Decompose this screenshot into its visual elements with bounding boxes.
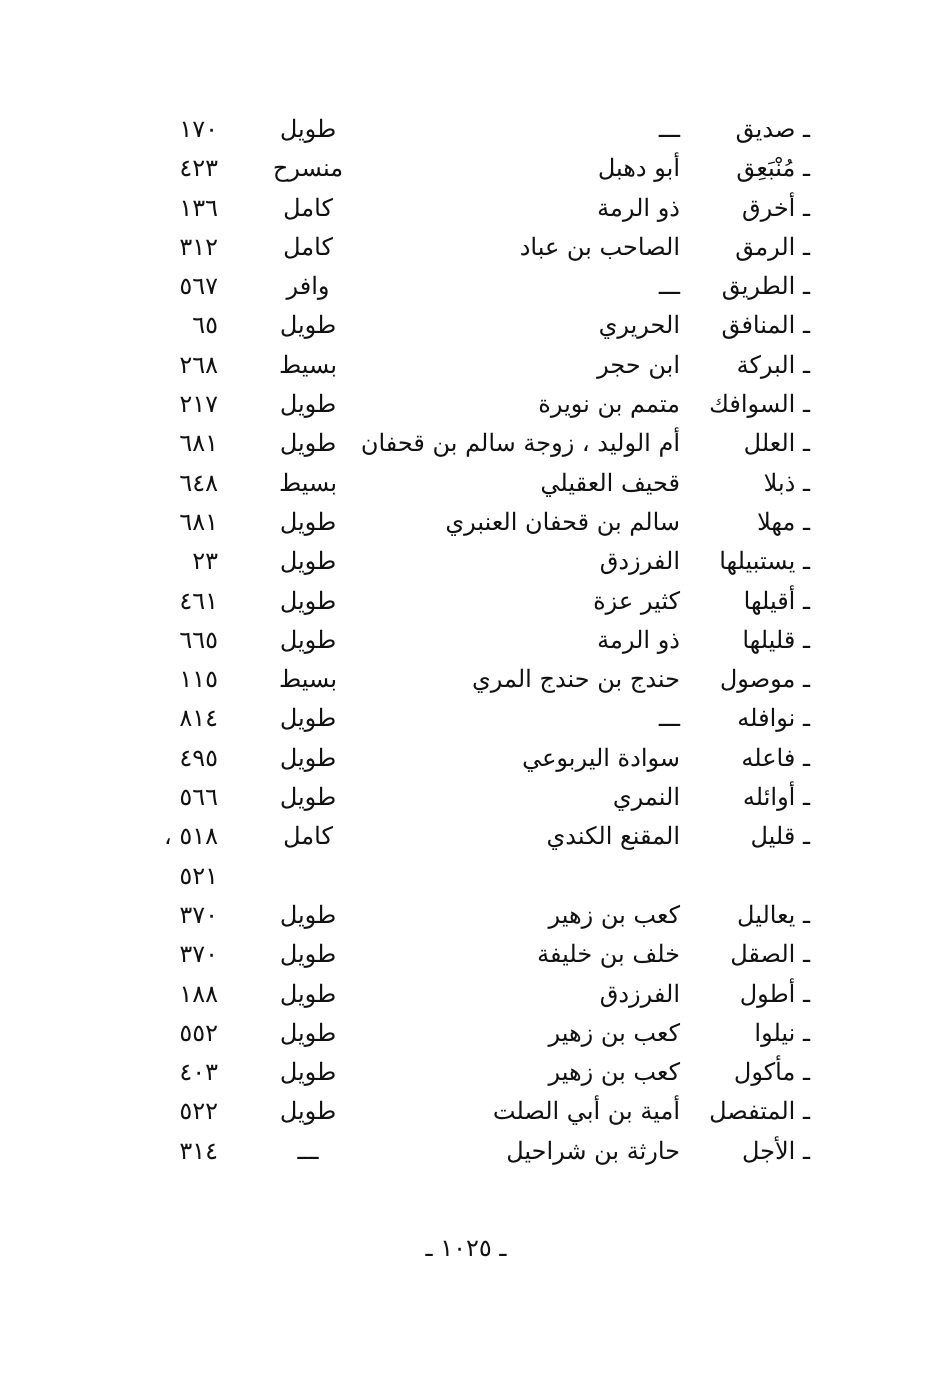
page-reference: ١٣٦ xyxy=(179,193,218,222)
rhyme-word: ـ مهلا xyxy=(757,507,810,536)
poet-name: أم الوليد ، زوجة سالم بن قحفان xyxy=(360,429,680,458)
rhyme-word: ـ صديق xyxy=(735,115,810,143)
page-reference: ٣٧٠ xyxy=(179,940,218,969)
index-row xyxy=(150,385,810,424)
index-row xyxy=(150,739,810,778)
index-row xyxy=(150,582,810,621)
meter-name: طويل xyxy=(279,586,337,615)
page-reference: ٣٧٠ xyxy=(179,900,218,929)
poet-name: متمم بن نويرة xyxy=(538,390,680,419)
page-reference: ٦٥ xyxy=(192,311,218,340)
poet-name: ـــ xyxy=(658,115,680,143)
rhyme-word: ـ قليل xyxy=(750,822,810,851)
page-reference: ٤٦١ xyxy=(179,586,218,615)
rhyme-word: ـ أوائله xyxy=(742,783,810,812)
index-row xyxy=(150,424,810,463)
poet-name: سوادة اليربوعي xyxy=(522,743,680,772)
poet-name: خلف بن خليفة xyxy=(537,940,680,969)
index-row xyxy=(150,149,810,188)
index-row xyxy=(150,1132,810,1171)
meter-name: كامل xyxy=(283,232,333,261)
meter-name: بسيط xyxy=(278,665,338,694)
poet-name: الصاحب بن عباد xyxy=(519,232,680,261)
page-reference: ٢١٧ xyxy=(179,390,218,419)
rhyme-word: ـ فاعله xyxy=(741,743,810,772)
meter-name: طويل xyxy=(279,1018,337,1047)
rhyme-word: ـ قليلها xyxy=(742,625,810,654)
page-number: ـ ١٠٢٥ ـ xyxy=(425,1234,507,1262)
page-reference: ٣١٤ xyxy=(179,1136,218,1165)
rhyme-word: ـ الرمق xyxy=(735,232,810,261)
rhyme-word: ـ أخرق xyxy=(741,193,810,222)
index-row xyxy=(150,110,810,149)
index-row xyxy=(150,975,810,1014)
poet-name: حارثة بن شراحيل xyxy=(506,1136,680,1165)
poet-name: ـــ xyxy=(658,272,680,301)
page-reference: ٦٨١ xyxy=(179,507,218,536)
poet-name: النمري xyxy=(612,783,680,812)
index-row xyxy=(150,621,810,660)
page-reference: ٤٢٣ xyxy=(179,154,218,183)
meter-name: طويل xyxy=(279,1058,337,1087)
index-row xyxy=(150,464,810,503)
rhyme-word: ـ البركة xyxy=(736,350,810,379)
page-reference: ١٧٠ xyxy=(179,115,218,143)
page-reference: ٣١٢ xyxy=(179,232,218,261)
meter-name: طويل xyxy=(279,507,337,536)
page-reference: ٨١٤ xyxy=(179,704,218,733)
page-reference: ٥١٨ ، xyxy=(163,822,218,851)
rhyme-word: ـ أطول xyxy=(739,979,810,1008)
meter-name: ـــ xyxy=(297,1136,319,1165)
poet-name: المقنع الكندي xyxy=(546,822,680,851)
index-row xyxy=(150,935,810,974)
meter-name: منسرح xyxy=(272,154,344,183)
meter-name: وافر xyxy=(286,272,330,301)
rhyme-word: ـ المتفصل xyxy=(709,1097,810,1126)
index-row xyxy=(150,660,810,699)
page-reference: ٤٠٣ xyxy=(179,1058,218,1087)
index-row xyxy=(150,228,810,267)
rhyme-word: ـ نيلوا xyxy=(754,1018,810,1047)
page-reference: ٢٦٨ xyxy=(179,350,218,379)
index-row xyxy=(150,267,810,306)
index-row xyxy=(150,306,810,345)
page-reference: ٦٤٨ xyxy=(179,468,218,497)
meter-name: طويل xyxy=(279,429,337,458)
meter-name: طويل xyxy=(279,979,337,1008)
poet-name: كثير عزة xyxy=(593,586,680,615)
page-reference: ٥٦٦ xyxy=(179,783,218,812)
index-row xyxy=(150,1092,810,1131)
index-row xyxy=(150,896,810,935)
meter-name: بسيط xyxy=(278,468,338,497)
poet-name: ذو الرمة xyxy=(597,193,680,222)
poet-name: حندج بن حندج المري xyxy=(471,665,680,694)
meter-name: طويل xyxy=(279,783,337,812)
rhyme-word: ـ يستبيلها xyxy=(719,547,810,576)
index-row xyxy=(150,189,810,228)
page-reference: ٥٢١ xyxy=(179,861,218,890)
index-row xyxy=(150,542,810,581)
poetry-index-table xyxy=(150,110,810,1171)
meter-name: طويل xyxy=(279,115,337,143)
meter-name: طويل xyxy=(279,390,337,419)
poet-name: كعب بن زهير xyxy=(548,900,680,929)
rhyme-word: ـ ذبلا xyxy=(763,468,810,497)
rhyme-word: ـ الطريق xyxy=(721,272,810,301)
rhyme-word: ـ مُنْبَعِق xyxy=(736,154,810,183)
index-row xyxy=(150,1053,810,1092)
meter-name: كامل xyxy=(283,193,333,222)
rhyme-word: ـ العلل xyxy=(743,429,810,458)
index-row xyxy=(150,699,810,738)
page-reference: ٥٦٧ xyxy=(179,272,218,301)
meter-name: طويل xyxy=(279,900,337,929)
poet-name: ـــ xyxy=(658,704,680,733)
poet-name: أمية بن أبي الصلت xyxy=(492,1097,680,1126)
index-row xyxy=(150,346,810,385)
meter-name: طويل xyxy=(279,547,337,576)
poet-name: قحيف العقيلي xyxy=(540,468,680,497)
index-row xyxy=(150,817,810,856)
page-reference: ١١٥ xyxy=(179,665,218,694)
poet-name: سالم بن قحفان العنبري xyxy=(445,507,680,536)
meter-name: طويل xyxy=(279,311,337,340)
rhyme-word: ـ نوافله xyxy=(737,704,810,733)
poet-name: ذو الرمة xyxy=(597,625,680,654)
poet-name: الحريري xyxy=(598,311,680,340)
page-reference: ٤٩٥ xyxy=(179,743,218,772)
rhyme-word: ـ موصول xyxy=(719,665,810,694)
meter-name: طويل xyxy=(279,704,337,733)
rhyme-word: ـ يعاليل xyxy=(737,900,810,929)
page-reference: ٥٢٢ xyxy=(179,1097,218,1126)
meter-name: كامل xyxy=(283,822,333,851)
rhyme-word: ـ مأكول xyxy=(733,1058,810,1087)
page-reference: ٥٥٢ xyxy=(179,1018,218,1047)
index-row xyxy=(150,503,810,542)
page-reference: ٦٦٥ xyxy=(179,625,218,654)
index-row xyxy=(150,1014,810,1053)
meter-name: بسيط xyxy=(278,350,338,379)
poet-name: كعب بن زهير xyxy=(548,1058,680,1087)
meter-name: طويل xyxy=(279,1097,337,1126)
poet-name: كعب بن زهير xyxy=(548,1018,680,1047)
meter-name: طويل xyxy=(279,743,337,772)
poet-name: أبو دهبل xyxy=(597,154,680,183)
index-row xyxy=(150,778,810,817)
poet-name: الفرزدق xyxy=(599,979,680,1008)
page-reference: ٢٣ xyxy=(192,547,218,576)
index-row xyxy=(150,857,810,896)
rhyme-word: ـ السوافك xyxy=(709,390,810,419)
rhyme-word: ـ الأجل xyxy=(741,1136,810,1165)
poet-name: الفرزدق xyxy=(599,547,680,576)
meter-name: طويل xyxy=(279,625,337,654)
meter-name: طويل xyxy=(279,940,337,969)
page-reference: ١٨٨ xyxy=(179,979,218,1008)
poet-name: ابن حجر xyxy=(597,350,680,379)
rhyme-word: ـ المنافق xyxy=(721,311,810,340)
rhyme-word: ـ أقيلها xyxy=(743,586,810,615)
page-reference: ٦٨١ xyxy=(179,429,218,458)
rhyme-word: ـ الصقل xyxy=(730,940,810,969)
